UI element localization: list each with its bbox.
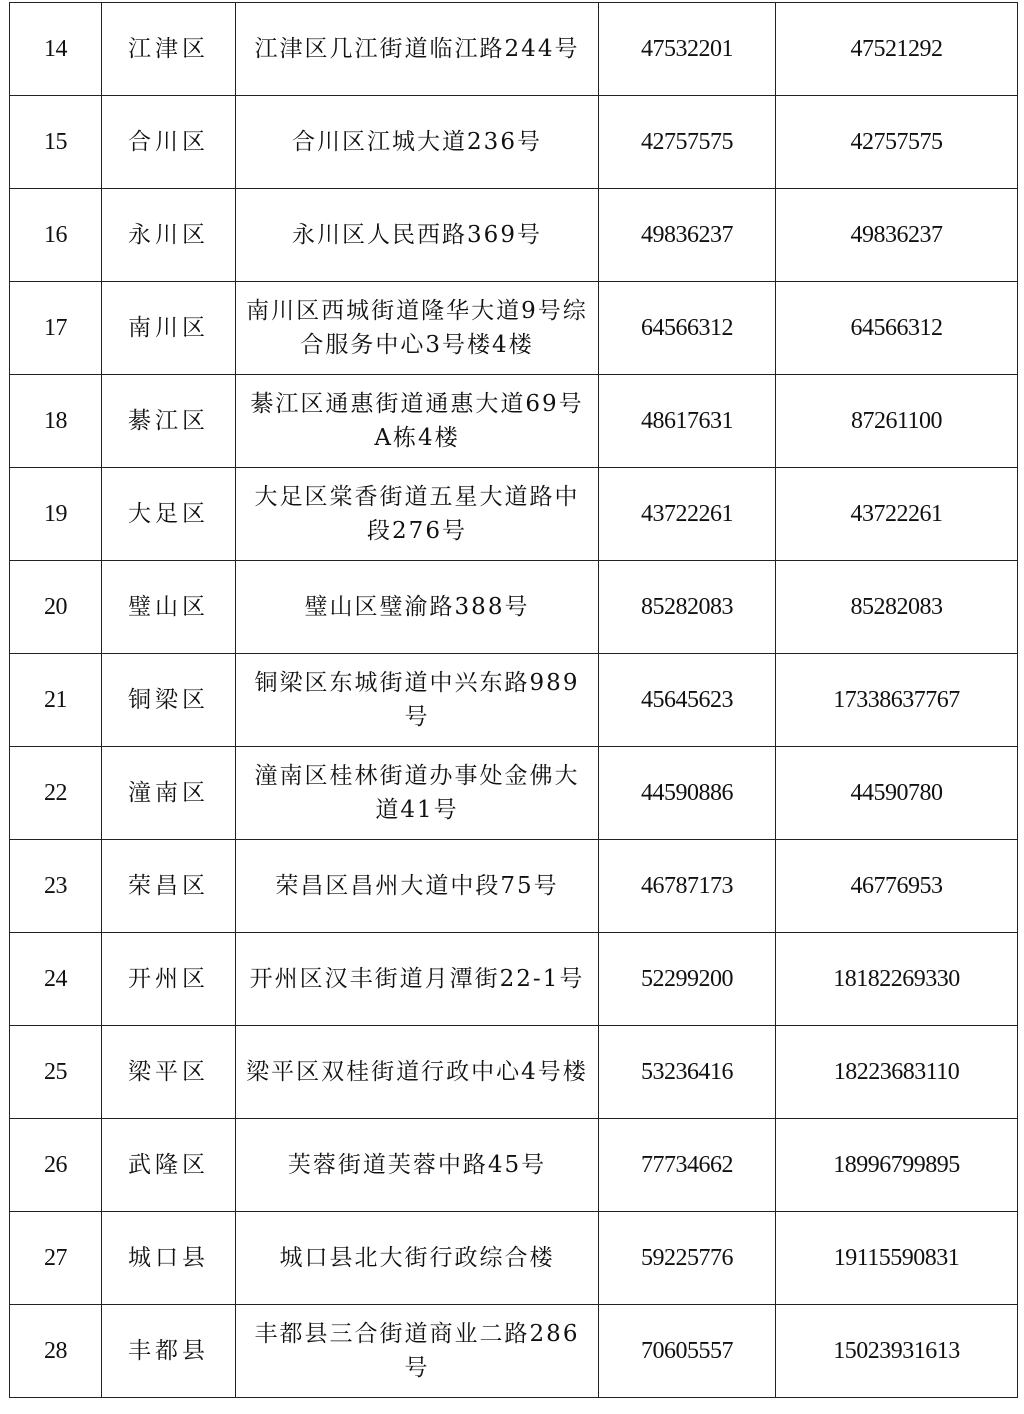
row-index: 18 — [10, 375, 102, 468]
office-address: 綦江区通惠街道通惠大道69号A栋4楼 — [236, 375, 599, 468]
district-name: 潼南区 — [102, 747, 236, 840]
phone-number-primary: 45645623 — [599, 654, 776, 747]
district-name: 綦江区 — [102, 375, 236, 468]
phone-number-primary: 48617631 — [599, 375, 776, 468]
phone-number-secondary: 18223683110 — [776, 1026, 1018, 1119]
district-name: 铜梁区 — [102, 654, 236, 747]
table-row — [10, 654, 1018, 747]
district-name: 丰都县 — [102, 1305, 236, 1398]
district-name: 永川区 — [102, 189, 236, 282]
district-name: 合川区 — [102, 96, 236, 189]
office-address: 合川区江城大道236号 — [236, 96, 599, 189]
district-name: 璧山区 — [102, 561, 236, 654]
phone-number-primary: 49836237 — [599, 189, 776, 282]
row-index: 22 — [10, 747, 102, 840]
table-row — [10, 189, 1018, 282]
phone-number-primary: 44590886 — [599, 747, 776, 840]
phone-number-secondary: 49836237 — [776, 189, 1018, 282]
row-index: 19 — [10, 468, 102, 561]
table-row — [10, 933, 1018, 1026]
office-contact-table — [9, 2, 1018, 1398]
phone-number-secondary: 43722261 — [776, 468, 1018, 561]
table-body — [10, 3, 1018, 1398]
phone-number-primary: 70605557 — [599, 1305, 776, 1398]
row-index: 27 — [10, 1212, 102, 1305]
table-row — [10, 840, 1018, 933]
district-name: 武隆区 — [102, 1119, 236, 1212]
office-address: 荣昌区昌州大道中段75号 — [236, 840, 599, 933]
phone-number-primary: 42757575 — [599, 96, 776, 189]
phone-number-secondary: 44590780 — [776, 747, 1018, 840]
phone-number-primary: 47532201 — [599, 3, 776, 96]
phone-number-secondary: 15023931613 — [776, 1305, 1018, 1398]
table-row — [10, 1212, 1018, 1305]
row-index: 24 — [10, 933, 102, 1026]
district-name: 城口县 — [102, 1212, 236, 1305]
table-row — [10, 375, 1018, 468]
table-row — [10, 1119, 1018, 1212]
phone-number-secondary: 18996799895 — [776, 1119, 1018, 1212]
office-address: 丰都县三合街道商业二路286号 — [236, 1305, 599, 1398]
office-address: 潼南区桂林街道办事处金佛大道41号 — [236, 747, 599, 840]
district-name: 大足区 — [102, 468, 236, 561]
phone-number-secondary: 87261100 — [776, 375, 1018, 468]
phone-number-secondary: 19115590831 — [776, 1212, 1018, 1305]
phone-number-primary: 46787173 — [599, 840, 776, 933]
row-index: 17 — [10, 282, 102, 375]
row-index: 28 — [10, 1305, 102, 1398]
office-address: 大足区棠香街道五星大道路中段276号 — [236, 468, 599, 561]
office-address: 城口县北大街行政综合楼 — [236, 1212, 599, 1305]
office-address: 芙蓉街道芙蓉中路45号 — [236, 1119, 599, 1212]
phone-number-primary: 43722261 — [599, 468, 776, 561]
district-name: 梁平区 — [102, 1026, 236, 1119]
phone-number-secondary: 64566312 — [776, 282, 1018, 375]
table-row — [10, 747, 1018, 840]
row-index: 26 — [10, 1119, 102, 1212]
phone-number-secondary: 47521292 — [776, 3, 1018, 96]
row-index: 15 — [10, 96, 102, 189]
table-row — [10, 3, 1018, 96]
phone-number-primary: 64566312 — [599, 282, 776, 375]
district-name: 江津区 — [102, 3, 236, 96]
office-address: 梁平区双桂街道行政中心4号楼 — [236, 1026, 599, 1119]
row-index: 23 — [10, 840, 102, 933]
office-address: 璧山区璧渝路388号 — [236, 561, 599, 654]
district-name: 南川区 — [102, 282, 236, 375]
phone-number-primary: 52299200 — [599, 933, 776, 1026]
phone-number-primary: 53236416 — [599, 1026, 776, 1119]
table-row — [10, 561, 1018, 654]
office-address: 铜梁区东城街道中兴东路989号 — [236, 654, 599, 747]
table-row — [10, 1026, 1018, 1119]
table-row — [10, 282, 1018, 375]
phone-number-primary: 85282083 — [599, 561, 776, 654]
office-address: 南川区西城街道隆华大道9号综合服务中心3号楼4楼 — [236, 282, 599, 375]
phone-number-secondary: 85282083 — [776, 561, 1018, 654]
district-name: 荣昌区 — [102, 840, 236, 933]
row-index: 20 — [10, 561, 102, 654]
phone-number-secondary: 18182269330 — [776, 933, 1018, 1026]
phone-number-secondary: 46776953 — [776, 840, 1018, 933]
office-address: 开州区汉丰街道月潭街22-1号 — [236, 933, 599, 1026]
district-name: 开州区 — [102, 933, 236, 1026]
row-index: 21 — [10, 654, 102, 747]
phone-number-primary: 77734662 — [599, 1119, 776, 1212]
office-address: 永川区人民西路369号 — [236, 189, 599, 282]
row-index: 14 — [10, 3, 102, 96]
table-row — [10, 96, 1018, 189]
phone-number-secondary: 42757575 — [776, 96, 1018, 189]
row-index: 16 — [10, 189, 102, 282]
office-address: 江津区几江街道临江路244号 — [236, 3, 599, 96]
row-index: 25 — [10, 1026, 102, 1119]
table-row — [10, 1305, 1018, 1398]
phone-number-primary: 59225776 — [599, 1212, 776, 1305]
phone-number-secondary: 17338637767 — [776, 654, 1018, 747]
table-row — [10, 468, 1018, 561]
